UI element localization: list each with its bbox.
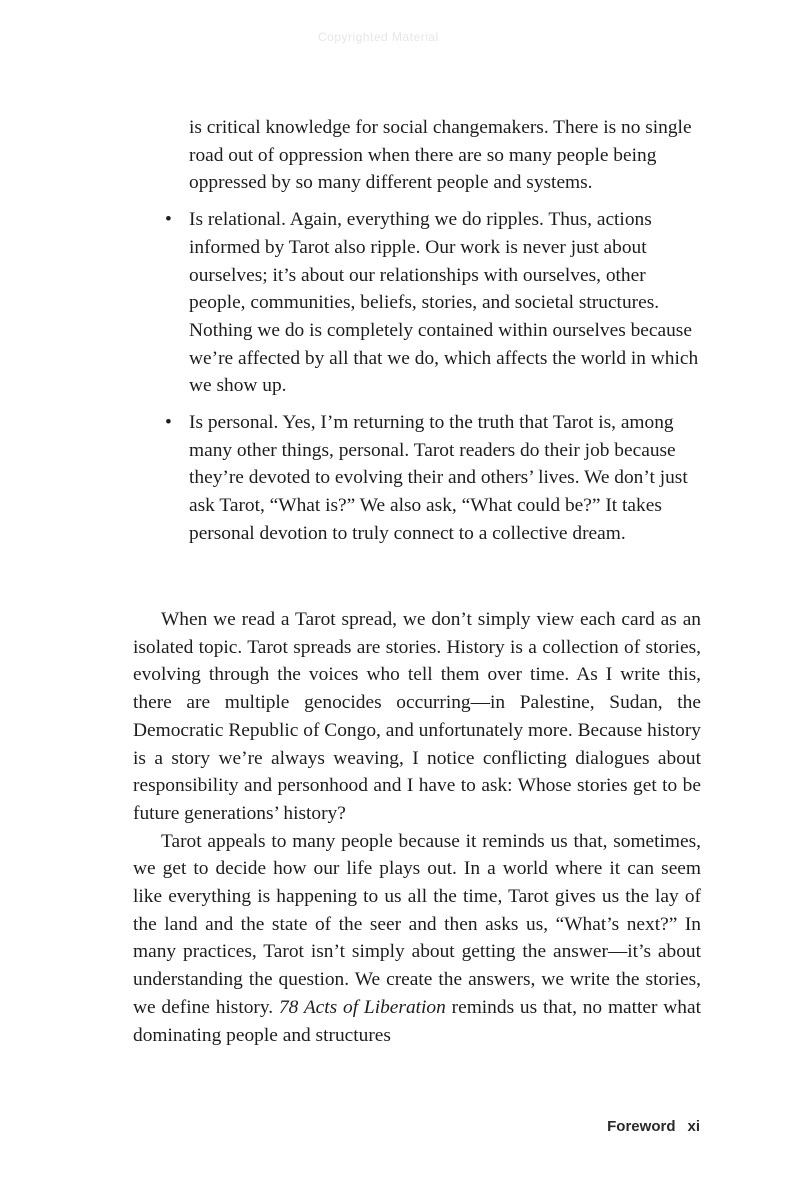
section-title: Foreword [607,1118,676,1135]
list-item [163,409,703,548]
running-footer [607,1118,700,1135]
book-title: 78 Acts of Liberation [278,996,446,1018]
paragraph-text: Tarot appeals to many people because it reminds us that, sometimes, we get to decide how our life plays out. In a world where it can seem like everything is happening to us all the time, Tarot gives us the lay of the land and the state of the seer and then asks us, “What’s next?” In many practices, Tarot isn’t simply about getting the answer—it’s about understanding the question. We create the answers, we write the stories, we define history. [133,830,701,1018]
bullet-list [163,114,703,557]
list-item [163,206,703,400]
list-item-text: Is personal. Yes, I’m returning to the truth that Tarot is, among many other things, personal. Tarot readers do their job because they’re devoted to evolving their and others’ lives. We don’t just ask Tarot, “What is?” We also ask, “What could be?” It takes personal devotion to truly connect to a collective dream. [189,412,688,544]
paragraph-text: reminds us that, no matter what dominating people and structures [133,996,701,1046]
bullet-marker: • [165,412,172,434]
paragraph: When we read a Tarot spread, we don’t simply view each card as an isolated topic. Tarot spreads are stories. History is a collection of stories, evolving through the voices who tell them over time. As I write this, there are multiple genocides occurring—in Palestine, Sudan, the Democratic Republic of Congo, and unfortunately more. Because history is a story we’re always weaving, I notice conflicting dialogues about responsibility and personhood and I have to ask: Whose stories get to be future generations’ history? [133,609,701,824]
body-text [133,606,701,1049]
list-item-text: Is relational. Again, everything we do ripples. Thus, actions informed by Tarot also ripple. Our work is never just about ourselves; it’s about our relationships with ourselves, other people, communities, beliefs, stories, and societal structures. Nothing we do is completely contained within ourselves because we’re affected by all that we do, which affects the world in which we show up. [189,209,699,397]
paragraph [133,828,701,1050]
copyright-watermark: Copyrighted Material [318,30,439,44]
page-number: xi [687,1118,700,1135]
list-item [163,114,703,197]
list-item-text: is critical knowledge for social changemakers. There is no single road out of oppression when there are so many people being oppressed by so many different people and systems. [189,117,692,194]
bullet-marker: • [165,209,172,231]
